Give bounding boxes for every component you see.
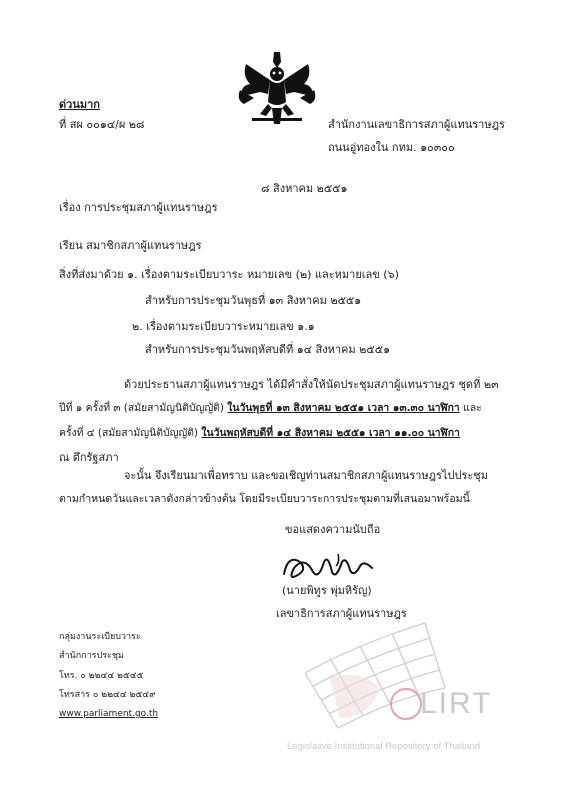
lirt-seal	[390, 688, 422, 720]
enclosure-line-3: ๒. เรื่องตามระเบียบวาระหมายเลข ๑.๑	[132, 320, 315, 333]
signature	[278, 548, 378, 588]
body-line-2-tail: และ	[459, 402, 482, 414]
reference-number: ที่ สผ ๐๐๑๔/ผ ๒๘	[59, 118, 145, 131]
enclosure-line-1: สิ่งที่ส่งมาด้วย ๑. เรื่องตามระเบียบวาระ หมายเลข (๒) และหมายเลข (๖)	[59, 268, 399, 281]
body2-line-2: ตามกำหนดวันและเวลาดังกล่าวข้างต้น โดยมีระเบียบวาระการประชุมตามที่เสนอมาพร้อมนี้	[59, 493, 470, 505]
footer-fax: โทรสาร ๐ ๒๒๔๔ ๒๕๔๙	[59, 690, 156, 700]
signer-name: (นายพิทูร พุ่มหิรัญ)	[282, 584, 372, 597]
signer-title: เลขาธิการสภาผู้แทนราษฎร	[276, 607, 407, 620]
lirt-logo-text: LIRT	[420, 687, 493, 720]
meeting-1-datetime: ในวันพุธที่ ๑๓ สิงหาคม ๒๕๕๑ เวลา ๑๓.๓๐ นาฬิกา	[227, 402, 460, 414]
closing-line: ขอแสดงความนับถือ	[285, 523, 381, 536]
body-line-1: ด้วยประธานสภาผู้แทนราษฎร ได้มีคำสั่งให้นัดประชุมสภาผู้แทนราษฎร ชุดที่ ๒๓	[124, 378, 499, 391]
footer-website-link[interactable]: www.parliament.go.th	[59, 709, 159, 719]
letter-date: ๘ สิงหาคม ๒๕๕๑	[261, 182, 348, 195]
sender-office: สำนักงานเลขาธิการสภาผู้แทนราษฎร	[328, 118, 505, 131]
lirt-watermark-graphic	[300, 618, 450, 743]
sender-address: ถนนอู่ทองใน กทม. ๑๐๓๐๐	[328, 141, 455, 154]
subject-line: เรื่อง การประชุมสภาผู้แทนราษฎร	[59, 201, 218, 214]
footer-office: สำนักการประชุม	[59, 651, 124, 661]
body-line-2-text: ปีที่ ๑ ครั้งที่ ๓ (สมัยสามัญนิติบัญญัติ)	[59, 402, 228, 414]
urgency-label: ด่วนมาก	[59, 98, 100, 111]
body-line-3	[59, 427, 460, 440]
body-line-3-text: ครั้งที่ ๔ (สมัยสามัญนิติบัญญัติ)	[59, 427, 202, 439]
recipient-line: เรียน สมาชิกสภาผู้แทนราษฎร	[59, 239, 202, 252]
body2-line-1: จะนั้น จึงเรียนมาเพื่อทราบ และขอเชิญท่านสมาชิกสภาผู้แทนราษฎรไปประชุม	[124, 469, 488, 482]
garuda-emblem	[236, 50, 318, 126]
footer-phone: โทร. ๐ ๒๒๔๔ ๒๕๔๕	[59, 671, 144, 681]
body-line-2	[59, 402, 482, 415]
enclosure-line-4: สำหรับการประชุมวันพฤหัสบดีที่ ๑๔ สิงหาคม ๒๕๕๑	[145, 343, 391, 356]
enclosure-line-2: สำหรับการประชุมวันพุธที่ ๑๓ สิงหาคม ๒๕๕๑	[145, 294, 362, 307]
body-line-4: ณ ตึกรัฐสภา	[59, 451, 119, 464]
lirt-caption: Legislative Institutional Repository of Thailand	[287, 741, 481, 752]
meeting-2-datetime: ในวันพฤหัสบดีที่ ๑๔ สิงหาคม ๒๕๕๑ เวลา ๑๑.๐๐ นาฬิกา	[201, 427, 460, 439]
footer-department: กลุ่มงานระเบียบวาระ	[59, 632, 141, 642]
